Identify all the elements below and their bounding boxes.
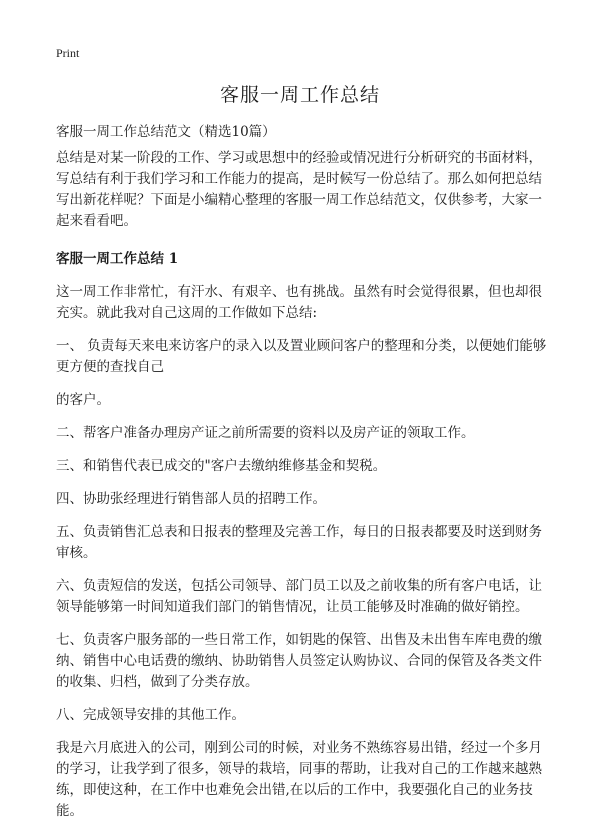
- body-paragraph: 五、负责销售汇总表和日报表的整理及完善工作，每日的日报表都要及时送到财务审核。: [56, 524, 542, 561]
- body-paragraph: 这一周工作非常忙，有汗水、有艰辛、也有挑战。虽然有时会觉得很累，但也却很充实。就此我对自己这周的工作做如下总结:: [56, 284, 542, 321]
- body-paragraph: 的客户。: [56, 392, 110, 408]
- body-paragraph: 四、协助张经理进行销售部人员的招聘工作。: [56, 491, 326, 507]
- intro-paragraph: 总结是对某一阶段的工作、学习或思想中的经验或情况进行分析研究的书面材料，写总结有利于我们学习和工作能力的提高，是时候写一份总结了。那么如何把总结写出新花样呢？下面是小编精心整理的客服一周工作总结范文，仅供参考，大家一起来看看吧。: [56, 150, 542, 229]
- document-subtitle: 客服一周工作总结范文（精选10篇）: [56, 124, 276, 140]
- document-body: [56, 148, 550, 834]
- body-paragraph: 八、完成领导安排的其他工作。: [56, 707, 245, 723]
- page-title: 客服一周工作总结: [219, 84, 380, 106]
- body-paragraph: 我是六月底进入的公司，刚到公司的时候，对业务不熟练容易出错，经过一个多月的学习，让我学到了很多，领导的栽培，同事的帮助，让我对自己的工作越来越熟练，即使这种，在工作中也难免会出错,在以后的工作中，我要强化自己的业务技能。: [56, 740, 542, 819]
- body-paragraph: 一、 负责每天来电来访客户的录入以及置业顾问客户的整理和分类，以便她们能够更方便的查找自己: [56, 338, 547, 375]
- section-heading: 客服一周工作总结 1: [56, 251, 179, 267]
- print-link[interactable]: Print: [56, 46, 80, 60]
- body-paragraph: 六、负责短信的发送，包括公司领导、部门员工以及之前收集的所有客户电话，让领导能够第一时间知道我们部门的销售情况，让员工能够及时准确的做好销控。: [56, 578, 542, 615]
- body-paragraph: 二、帮客户准备办理房产证之前所需要的资料以及房产证的领取工作。: [56, 425, 475, 441]
- body-paragraph: 三、和销售代表已成交的"客户去缴纳维修基金和契税。: [56, 458, 387, 474]
- body-paragraph: 七、负责客户服务部的一些日常工作，如钥匙的保管、出售及未出售车库电费的缴纳、销售中心电话费的缴纳、协助销售人员签定认购协议、合同的保管及各类文件的收集、归档，做到了分类存放。: [56, 632, 542, 690]
